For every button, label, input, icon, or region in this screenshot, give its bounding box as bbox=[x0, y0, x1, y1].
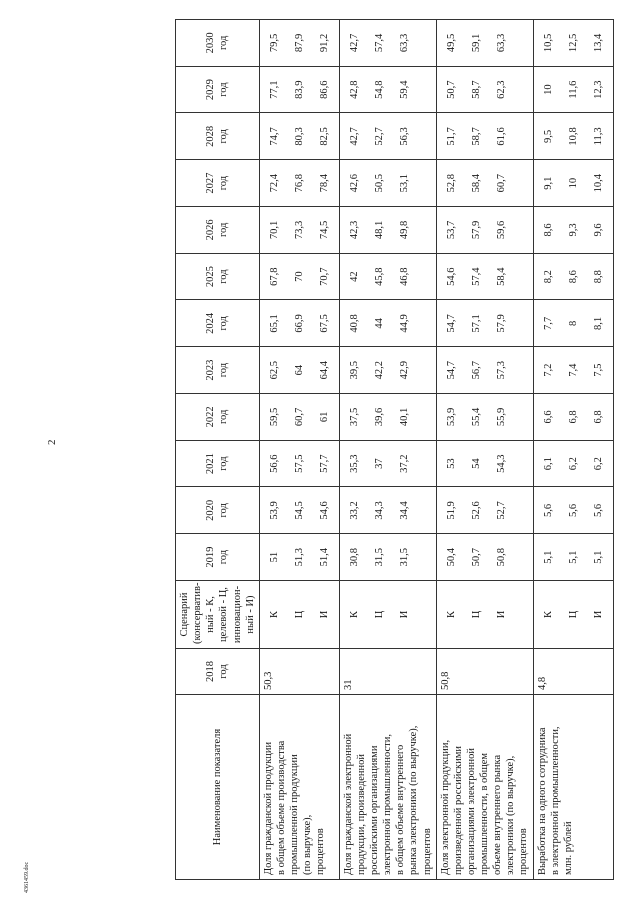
year-values bbox=[259, 20, 339, 67]
indicator-name bbox=[339, 695, 436, 880]
value-cell: 67,5 bbox=[318, 314, 330, 333]
value-cell: 8,8 bbox=[592, 270, 604, 284]
header-year-number: 2030 bbox=[205, 32, 217, 54]
header-year-number: 2028 bbox=[205, 125, 217, 147]
value-cell: 37,2 bbox=[398, 454, 410, 473]
indicator-name bbox=[436, 695, 533, 880]
value-cell: 64 bbox=[293, 364, 305, 376]
indicators-table bbox=[175, 19, 614, 880]
indicator-name-line: продукции, произведенной bbox=[355, 753, 367, 875]
header-base-year-unit: год bbox=[218, 664, 230, 679]
year-values bbox=[436, 394, 533, 441]
header-year bbox=[176, 534, 260, 581]
header-year bbox=[176, 66, 260, 113]
year-values bbox=[533, 253, 613, 300]
year-values bbox=[259, 113, 339, 160]
value-cell: 42,6 bbox=[348, 173, 360, 193]
value-cell: 6,8 bbox=[592, 410, 604, 424]
header-year-unit: год bbox=[218, 175, 230, 191]
year-values bbox=[339, 20, 436, 67]
header-year-number: 2020 bbox=[205, 499, 217, 521]
base-year-value: 31 bbox=[339, 649, 436, 695]
header-year bbox=[176, 300, 260, 347]
header-scenario-line: инновацион- bbox=[231, 585, 243, 644]
indicator-name-line: электроники (по выручке), bbox=[505, 755, 517, 875]
header-base-year-number: 2018 bbox=[205, 661, 217, 682]
year-values bbox=[259, 66, 339, 113]
value-cell: 74,5 bbox=[318, 220, 330, 240]
value-cell: 34,4 bbox=[398, 501, 410, 520]
year-values bbox=[436, 113, 533, 160]
indicator-name bbox=[533, 695, 613, 880]
indicator-name-line: (по выручке), bbox=[302, 814, 314, 875]
value-cell: 5,1 bbox=[542, 550, 554, 564]
value-cell: 8,1 bbox=[592, 316, 604, 330]
value-cell: 30,8 bbox=[348, 547, 360, 567]
value-cell: 54,3 bbox=[495, 454, 507, 473]
indicator-name-line: в общем объеме производства bbox=[275, 740, 287, 875]
value-cell: 73,3 bbox=[293, 220, 305, 240]
value-cell: 37,5 bbox=[348, 407, 360, 427]
header-year-number: 2026 bbox=[205, 219, 217, 241]
indicator-name-line: Доля гражданской электронной bbox=[342, 733, 354, 875]
value-cell: 9,3 bbox=[567, 223, 579, 237]
scenario-code: Ц bbox=[373, 610, 385, 619]
value-cell: 54,7 bbox=[445, 314, 457, 333]
year-values bbox=[533, 113, 613, 160]
scenario-code: Ц bbox=[293, 610, 305, 619]
value-cell: 50,7 bbox=[470, 547, 482, 567]
value-cell: 6,6 bbox=[542, 410, 554, 424]
value-cell: 76,8 bbox=[293, 173, 305, 193]
value-cell: 51,3 bbox=[293, 547, 305, 567]
value-cell: 8,6 bbox=[542, 223, 554, 237]
value-cell: 54,6 bbox=[445, 267, 457, 286]
value-cell: 49,8 bbox=[398, 220, 410, 240]
value-cell: 37 bbox=[373, 458, 385, 469]
value-cell: 6,8 bbox=[567, 410, 579, 424]
value-cell: 40,8 bbox=[348, 314, 360, 333]
year-values bbox=[259, 300, 339, 347]
value-cell: 62,3 bbox=[495, 80, 507, 99]
year-values bbox=[436, 207, 533, 254]
value-cell: 59,5 bbox=[268, 407, 280, 427]
indicator-name-line: в электронной промышленности, bbox=[549, 726, 561, 875]
scenario-codes bbox=[436, 581, 533, 649]
header-scenario-line: Сценарий bbox=[179, 592, 190, 637]
value-cell: 50,8 bbox=[495, 547, 507, 567]
value-cell: 7,2 bbox=[542, 363, 554, 377]
year-values bbox=[339, 113, 436, 160]
value-cell: 87,9 bbox=[293, 33, 305, 53]
header-base-year bbox=[176, 649, 260, 695]
table-body bbox=[259, 20, 613, 880]
value-cell: 10 bbox=[567, 177, 579, 189]
value-cell: 42,9 bbox=[398, 360, 410, 380]
value-cell: 7,4 bbox=[567, 363, 579, 377]
year-values bbox=[533, 207, 613, 254]
value-cell: 63,3 bbox=[398, 33, 410, 53]
header-year-unit: год bbox=[218, 409, 230, 425]
value-cell: 57,3 bbox=[495, 360, 507, 380]
year-values bbox=[533, 300, 613, 347]
value-cell: 31,5 bbox=[398, 547, 410, 567]
value-cell: 70,1 bbox=[268, 220, 280, 240]
header-year-unit: год bbox=[218, 316, 230, 331]
value-cell: 51,9 bbox=[445, 501, 457, 520]
value-cell: 67,8 bbox=[268, 267, 280, 286]
value-cell: 83,9 bbox=[293, 80, 305, 99]
value-cell: 53,9 bbox=[445, 407, 457, 427]
year-values bbox=[436, 160, 533, 207]
base-year-value: 50,8 bbox=[436, 649, 533, 695]
value-cell: 59,1 bbox=[470, 33, 482, 53]
year-values bbox=[436, 534, 533, 581]
header-year bbox=[176, 160, 260, 207]
value-cell: 42,8 bbox=[348, 80, 360, 99]
header-year-unit: год bbox=[218, 35, 230, 51]
value-cell: 49,5 bbox=[445, 33, 457, 53]
document-id: 4361459.doc bbox=[24, 861, 30, 893]
value-cell: 50,4 bbox=[445, 547, 457, 567]
value-cell: 11,6 bbox=[567, 80, 579, 99]
header-year-unit: год bbox=[218, 222, 230, 238]
value-cell: 9,6 bbox=[592, 223, 604, 237]
year-values bbox=[339, 253, 436, 300]
scenario-code: К bbox=[348, 611, 360, 619]
header-row bbox=[176, 20, 260, 880]
value-cell: 72,4 bbox=[268, 173, 280, 193]
indicator-name-line: произведенной российскими bbox=[452, 745, 464, 875]
value-cell: 78,4 bbox=[318, 173, 330, 193]
scenario-codes bbox=[339, 581, 436, 649]
value-cell: 64,4 bbox=[318, 360, 330, 380]
header-year-number: 2019 bbox=[205, 546, 217, 568]
header-year bbox=[176, 394, 260, 441]
year-values bbox=[339, 394, 436, 441]
value-cell: 7,7 bbox=[542, 316, 554, 330]
indicator-name-line: Доля гражданской продукции bbox=[262, 741, 274, 875]
value-cell: 10,4 bbox=[592, 173, 604, 193]
year-values bbox=[436, 253, 533, 300]
value-cell: 61,6 bbox=[495, 127, 507, 146]
value-cell: 5,1 bbox=[592, 550, 604, 564]
value-cell: 42,7 bbox=[348, 127, 360, 146]
value-cell: 53,7 bbox=[445, 220, 457, 240]
value-cell: 52,8 bbox=[445, 173, 457, 193]
year-values bbox=[533, 440, 613, 487]
value-cell: 53,1 bbox=[398, 173, 410, 193]
header-year-number: 2024 bbox=[205, 312, 217, 334]
value-cell: 40,1 bbox=[398, 407, 410, 427]
value-cell: 58,7 bbox=[470, 80, 482, 99]
value-cell: 11,3 bbox=[592, 127, 604, 146]
indicator-name-line: рынка электроники (по выручке), bbox=[408, 725, 420, 875]
header-year-unit: год bbox=[218, 503, 230, 518]
value-cell: 5,1 bbox=[567, 550, 579, 564]
value-cell: 57,4 bbox=[470, 267, 482, 286]
value-cell: 58,4 bbox=[495, 267, 507, 286]
value-cell: 46,8 bbox=[398, 267, 410, 286]
value-cell: 54 bbox=[470, 458, 482, 469]
header-year bbox=[176, 20, 260, 67]
header-year-unit: год bbox=[218, 129, 230, 144]
value-cell: 51,4 bbox=[318, 547, 330, 567]
indicator-name-line: промышленной продукции bbox=[289, 754, 300, 875]
value-cell: 66,9 bbox=[293, 314, 305, 333]
indicator-name-line: электронной промышленности, bbox=[382, 734, 394, 875]
scenario-code: К bbox=[268, 611, 280, 619]
value-cell: 7,5 bbox=[592, 363, 604, 377]
value-cell: 59,6 bbox=[495, 220, 507, 240]
scenario-codes bbox=[533, 581, 613, 649]
value-cell: 39,5 bbox=[348, 360, 360, 380]
year-values bbox=[436, 300, 533, 347]
value-cell: 42,2 bbox=[373, 360, 385, 380]
value-cell: 5,6 bbox=[567, 503, 579, 517]
value-cell: 10,5 bbox=[542, 33, 554, 53]
header-indicator: Наименование показателя bbox=[176, 695, 260, 880]
header-scenario-line: ный - И) bbox=[244, 595, 256, 634]
value-cell: 10 bbox=[542, 84, 554, 95]
table-row bbox=[436, 20, 533, 880]
value-cell: 61 bbox=[318, 411, 330, 423]
value-cell: 6,1 bbox=[542, 457, 554, 471]
indicator-name bbox=[259, 695, 339, 880]
value-cell: 63,3 bbox=[495, 33, 507, 53]
year-values bbox=[533, 487, 613, 534]
header-year bbox=[176, 207, 260, 254]
value-cell: 9,5 bbox=[542, 129, 554, 143]
value-cell: 62,5 bbox=[268, 360, 280, 380]
value-cell: 5,6 bbox=[542, 503, 554, 517]
value-cell: 35,3 bbox=[348, 454, 360, 473]
value-cell: 42,7 bbox=[348, 33, 360, 53]
year-values bbox=[436, 487, 533, 534]
value-cell: 13,4 bbox=[592, 33, 604, 53]
value-cell: 74,7 bbox=[268, 127, 280, 146]
rotated-table-container bbox=[175, 20, 604, 880]
value-cell: 65,1 bbox=[268, 314, 280, 333]
value-cell: 57,5 bbox=[293, 454, 305, 473]
value-cell: 91,2 bbox=[318, 33, 330, 53]
value-cell: 9,1 bbox=[542, 176, 554, 190]
indicator-name-line: промышленности, в общем bbox=[479, 752, 490, 875]
year-values bbox=[436, 20, 533, 67]
value-cell: 50,7 bbox=[445, 80, 457, 99]
year-values bbox=[339, 440, 436, 487]
header-year-number: 2023 bbox=[205, 359, 217, 381]
year-values bbox=[259, 207, 339, 254]
year-values bbox=[259, 160, 339, 207]
value-cell: 57,9 bbox=[495, 314, 507, 333]
header-year-number: 2021 bbox=[205, 453, 217, 475]
value-cell: 42 bbox=[348, 271, 360, 282]
value-cell: 6,2 bbox=[567, 457, 579, 471]
header-year bbox=[176, 487, 260, 534]
value-cell: 50,5 bbox=[373, 173, 385, 193]
header-scenario bbox=[176, 581, 260, 649]
base-year-value: 50,3 bbox=[259, 649, 339, 695]
year-values bbox=[259, 440, 339, 487]
year-values bbox=[259, 347, 339, 394]
scenario-code: Ц bbox=[470, 610, 482, 619]
indicator-name-line: Доля электронной продукции, bbox=[439, 739, 451, 875]
page-number: 2 bbox=[46, 439, 58, 445]
table-row bbox=[259, 20, 339, 880]
value-cell: 59,4 bbox=[398, 80, 410, 99]
value-cell: 70 bbox=[293, 271, 305, 282]
year-values bbox=[533, 394, 613, 441]
value-cell: 53,9 bbox=[268, 501, 280, 520]
indicator-name-line: процентов bbox=[315, 828, 327, 875]
value-cell: 6,2 bbox=[592, 457, 604, 471]
year-values bbox=[259, 253, 339, 300]
value-cell: 51 bbox=[268, 551, 280, 563]
scenario-codes bbox=[259, 581, 339, 649]
year-values bbox=[259, 534, 339, 581]
indicator-name-line: Выработка на одного сотрудника bbox=[536, 727, 548, 875]
value-cell: 82,5 bbox=[318, 127, 330, 146]
value-cell: 56,3 bbox=[398, 127, 410, 146]
indicator-name-line: процентов bbox=[421, 828, 433, 875]
value-cell: 33,2 bbox=[348, 501, 360, 520]
year-values bbox=[436, 347, 533, 394]
header-year-number: 2022 bbox=[205, 406, 217, 428]
header-year bbox=[176, 347, 260, 394]
indicator-name-line: млн. рублей bbox=[562, 821, 574, 875]
value-cell: 31,5 bbox=[373, 547, 385, 567]
value-cell: 8,6 bbox=[567, 270, 579, 284]
scenario-code: И bbox=[495, 610, 507, 619]
value-cell: 8 bbox=[567, 320, 579, 326]
indicator-name-line: процентов bbox=[518, 828, 530, 875]
value-cell: 8,2 bbox=[542, 270, 554, 284]
year-values bbox=[533, 20, 613, 67]
header-year-number: 2029 bbox=[205, 79, 217, 101]
header-scenario-line: ный - К, bbox=[205, 596, 217, 633]
year-values bbox=[533, 347, 613, 394]
value-cell: 51,7 bbox=[445, 127, 457, 146]
header-year-number: 2027 bbox=[205, 172, 217, 194]
scenario-code: И bbox=[592, 610, 604, 619]
value-cell: 79,5 bbox=[268, 33, 280, 53]
year-values bbox=[436, 440, 533, 487]
value-cell: 52,7 bbox=[373, 127, 385, 146]
value-cell: 54,6 bbox=[318, 501, 330, 520]
year-values bbox=[339, 347, 436, 394]
scenario-code: И bbox=[318, 610, 330, 619]
header-scenario-line: (консерватив- bbox=[192, 582, 204, 644]
scenario-code: К bbox=[445, 611, 457, 619]
value-cell: 52,7 bbox=[495, 501, 507, 520]
scenario-code: Ц bbox=[567, 610, 579, 619]
value-cell: 44,9 bbox=[398, 314, 410, 333]
value-cell: 56,7 bbox=[470, 360, 482, 380]
value-cell: 12,3 bbox=[592, 80, 604, 99]
value-cell: 80,3 bbox=[293, 127, 305, 146]
value-cell: 60,7 bbox=[495, 173, 507, 193]
year-values bbox=[339, 207, 436, 254]
header-year-number: 2025 bbox=[205, 266, 217, 288]
value-cell: 45,8 bbox=[373, 267, 385, 286]
header-year bbox=[176, 253, 260, 300]
value-cell: 48,1 bbox=[373, 220, 385, 240]
year-values bbox=[339, 66, 436, 113]
value-cell: 44 bbox=[373, 318, 385, 329]
indicator-name-line: организациями электронной bbox=[465, 748, 477, 875]
indicator-name-line: объеме внутреннего рынка bbox=[492, 754, 504, 875]
value-cell: 54,8 bbox=[373, 80, 385, 99]
header-year bbox=[176, 440, 260, 487]
header-year-unit: год bbox=[218, 82, 230, 97]
value-cell: 77,1 bbox=[268, 80, 280, 99]
year-values bbox=[533, 534, 613, 581]
value-cell: 54,5 bbox=[293, 501, 305, 520]
value-cell: 34,3 bbox=[373, 501, 385, 520]
header-year-unit: год bbox=[218, 549, 230, 565]
value-cell: 57,9 bbox=[470, 220, 482, 240]
value-cell: 58,7 bbox=[470, 127, 482, 146]
header-year-unit: год bbox=[218, 269, 230, 284]
table-row bbox=[533, 20, 613, 880]
value-cell: 10,8 bbox=[567, 127, 579, 146]
header-year-unit: год bbox=[218, 456, 230, 471]
value-cell: 57,7 bbox=[318, 454, 330, 473]
year-values bbox=[533, 160, 613, 207]
year-values bbox=[339, 487, 436, 534]
value-cell: 53 bbox=[445, 458, 457, 469]
indicator-name-line: российскими организациями bbox=[369, 745, 380, 875]
value-cell: 60,7 bbox=[293, 407, 305, 427]
year-values bbox=[533, 66, 613, 113]
year-values bbox=[339, 534, 436, 581]
header-year bbox=[176, 113, 260, 160]
value-cell: 55,4 bbox=[470, 407, 482, 427]
value-cell: 57,4 bbox=[373, 33, 385, 53]
year-values bbox=[339, 160, 436, 207]
year-values bbox=[259, 487, 339, 534]
indicator-name-line: в общем объеме внутреннего bbox=[395, 744, 407, 875]
value-cell: 86,6 bbox=[318, 80, 330, 99]
value-cell: 12,5 bbox=[567, 33, 579, 53]
header-scenario-line: целевой - Ц, bbox=[218, 587, 230, 642]
value-cell: 56,6 bbox=[268, 454, 280, 473]
scenario-code: К bbox=[542, 611, 554, 619]
table-row bbox=[339, 20, 436, 880]
value-cell: 5,6 bbox=[592, 503, 604, 517]
value-cell: 54,7 bbox=[445, 360, 457, 380]
base-year-value: 4,8 bbox=[533, 649, 613, 695]
value-cell: 52,6 bbox=[470, 501, 482, 520]
year-values bbox=[436, 66, 533, 113]
scenario-code: И bbox=[398, 610, 410, 619]
value-cell: 58,4 bbox=[470, 173, 482, 193]
value-cell: 70,7 bbox=[318, 267, 330, 286]
value-cell: 39,6 bbox=[373, 407, 385, 427]
year-values bbox=[339, 300, 436, 347]
value-cell: 42,3 bbox=[348, 220, 360, 240]
header-year-unit: год bbox=[218, 362, 230, 378]
year-values bbox=[259, 394, 339, 441]
value-cell: 57,1 bbox=[470, 314, 482, 333]
value-cell: 55,9 bbox=[495, 407, 507, 427]
